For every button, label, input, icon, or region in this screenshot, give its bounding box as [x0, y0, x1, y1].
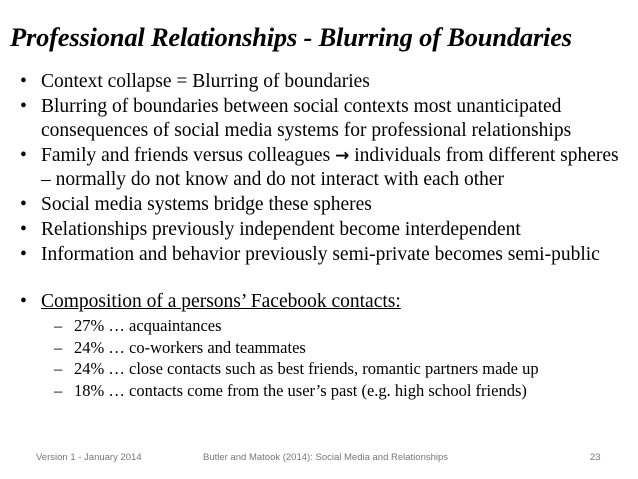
bullet-dot-icon: • — [20, 244, 27, 265]
bullet-text: Context collapse = Blurring of boundaries — [41, 71, 370, 92]
bullet-list — [20, 70, 632, 403]
bullet-dot-icon: • — [20, 96, 27, 117]
composition-item-text: 24% … close contacts such as best friends, romantic partners made up — [74, 359, 539, 378]
footer-version: Version 1 - January 2014 — [36, 452, 142, 463]
bullet-item — [20, 95, 632, 142]
bullet-item — [20, 218, 632, 242]
composition-list — [41, 315, 632, 401]
right-arrow-icon: → — [335, 145, 350, 166]
bullet-item — [20, 70, 632, 94]
composition-heading: Composition of a persons’ Facebook contacts: — [41, 290, 401, 312]
bullet-text: Relationships previously independent become interdependent — [41, 219, 521, 240]
composition-item — [54, 315, 632, 337]
bullet-dot-icon: • — [20, 71, 27, 92]
slide-footer — [0, 452, 638, 468]
spacer — [20, 268, 632, 288]
bullet-text: Social media systems bridge these spheres — [41, 194, 372, 215]
bullet-item — [20, 193, 632, 217]
composition-item-text: 24% … co-workers and teammates — [74, 337, 306, 357]
bullet-text: Information and behavior previously semi-private becomes semi-public — [41, 244, 600, 265]
dash-icon: – — [54, 337, 63, 357]
composition-section — [20, 290, 632, 402]
bullet-item — [20, 144, 632, 192]
slide-title: Professional Relationships - Blurring of Boundaries — [10, 22, 572, 52]
composition-item-text: 27% … acquaintances — [74, 316, 222, 335]
dash-icon: – — [54, 359, 63, 378]
composition-item-text: 18% … contacts come from the user’s past (e.g. high school friends) — [74, 380, 527, 400]
dash-icon: – — [54, 380, 63, 400]
bullet-text: Family and friends versus colleagues — [41, 144, 331, 166]
bullet-dot-icon: • — [20, 194, 27, 215]
footer-page-number: 23 — [590, 452, 601, 463]
bullet-item — [20, 243, 632, 267]
composition-item — [54, 380, 632, 402]
composition-item — [54, 358, 632, 380]
dash-icon: – — [54, 316, 63, 335]
bullet-dot-icon: • — [20, 219, 27, 240]
bullet-text-continued: individuals from different spheres – normally do not know and do not interact with each other — [41, 144, 619, 190]
bullet-dot-icon: • — [20, 290, 27, 312]
footer-citation: Butler and Matook (2014): Social Media and Relationships — [203, 452, 449, 463]
composition-item — [54, 337, 632, 359]
bullet-text: Blurring of boundaries between social contexts most unanticipated consequences of social media systems for professional relationships — [41, 96, 572, 141]
bullet-dot-icon: • — [20, 144, 27, 166]
